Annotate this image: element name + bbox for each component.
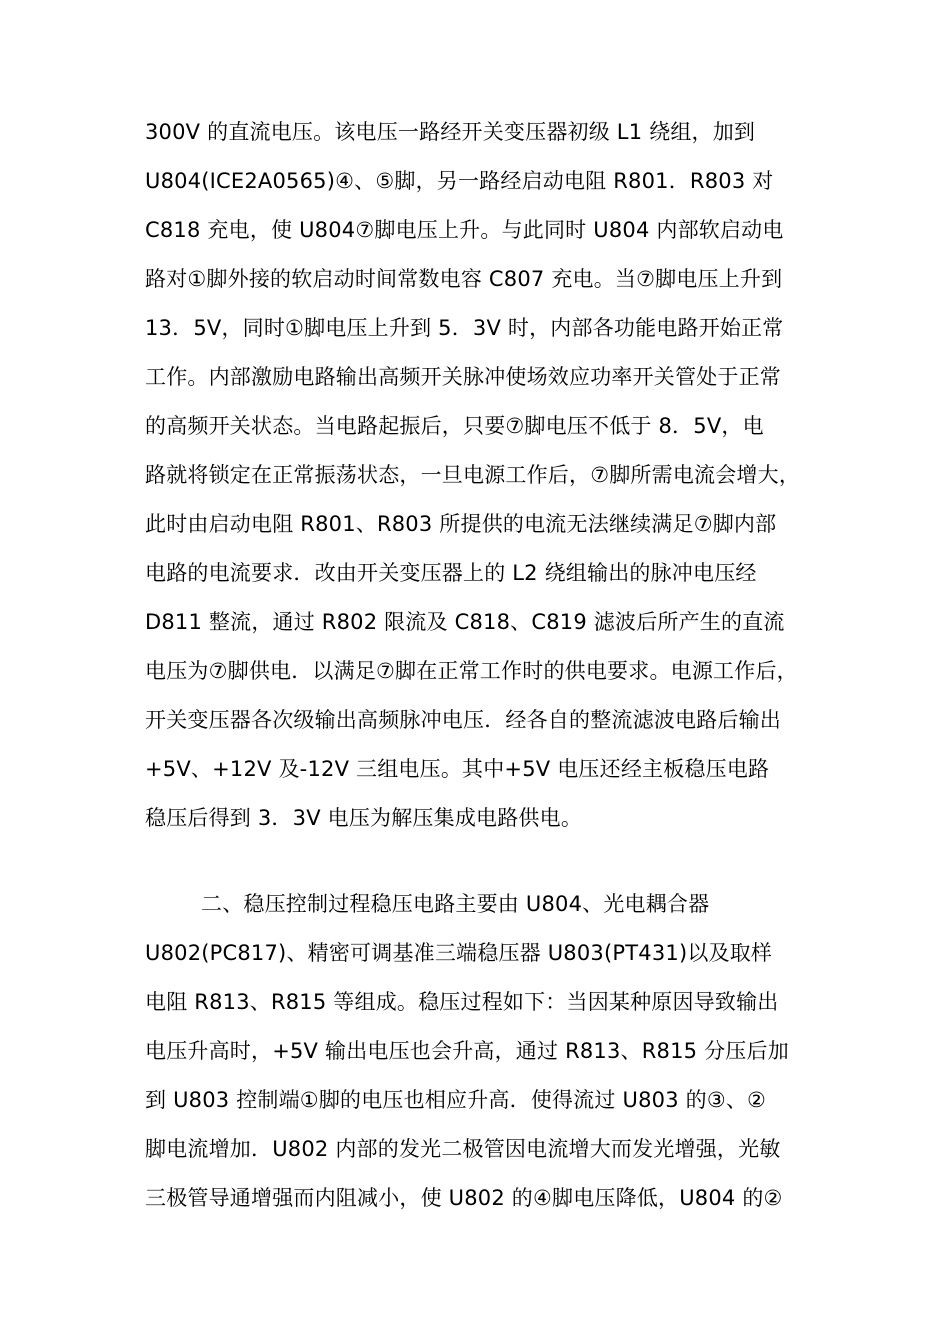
- text-line: +5V、+12V 及-12V 三组电压。其中+5V 电压还经主板稳压电路: [145, 757, 770, 781]
- text-line: U804(ICE2A0565)④、⑤脚，另一路经启动电阻 R801．R803 对: [145, 169, 774, 193]
- text-line: 电压为⑦脚供电．以满足⑦脚在正常工作时的供电要求。电源工作后，: [145, 659, 798, 683]
- text-line: 脚电流增加．U802 内部的发光二极管因电流增大而发光增强，光敏: [145, 1137, 781, 1161]
- text-line: 工作。内部激励电路输出高频开关脉冲使场效应功率开关管处于正常: [145, 365, 781, 389]
- text-line: 稳压后得到 3．3V 电压为解压集成电路供电。: [145, 806, 583, 830]
- text-line: 电阻 R813、R815 等组成。稳压过程如下：当因某种原因导致输出: [145, 990, 779, 1014]
- paragraph-regulation-control: [145, 880, 810, 1223]
- text-line: 三极管导通增强而内阻减小，使 U802 的④脚电压降低，U804 的②: [145, 1186, 783, 1210]
- section-heading-line: 二、稳压控制过程稳压电路主要由 U804、光电耦合器: [201, 892, 710, 916]
- text-line: 路就将锁定在正常振荡状态，一旦电源工作后，⑦脚所需电流会增大，: [145, 463, 801, 487]
- text-line: C818 充电，使 U804⑦脚电压上升。与此同时 U804 内部软启动电: [145, 218, 784, 242]
- paragraph-power-startup: [145, 108, 810, 843]
- text-line: 路对①脚外接的软启动时间常数电容 C807 充电。当⑦脚电压上升到: [145, 267, 783, 291]
- text-line: 13．5V，同时①脚电压上升到 5．3V 时，内部各功能电路开始正常: [145, 316, 784, 340]
- text-line: 开关变压器各次级输出高频脉冲电压．经各自的整流滤波电路后输出: [145, 708, 781, 732]
- text-line: 此时由启动电阻 R801、R803 所提供的电流无法继续满足⑦脚内部: [145, 512, 777, 536]
- text-line: 电压升高时，+5V 输出电压也会升高，通过 R813、R815 分压后加: [145, 1039, 789, 1063]
- text-line: U802(PC817)、精密可调基准三端稳压器 U803(PT431)以及取样: [145, 941, 773, 965]
- text-line: 电路的电流要求．改由开关变压器上的 L2 绕组输出的脉冲电压经: [145, 561, 757, 585]
- text-line: 的高频开关状态。当电路起振后，只要⑦脚电压不低于 8．5V，电: [145, 414, 764, 438]
- text-line: 到 U803 控制端①脚的电压也相应升高．使得流过 U803 的③、②: [145, 1088, 767, 1112]
- text-line: D811 整流，通过 R802 限流及 C818、C819 滤波后所产生的直流: [145, 610, 785, 634]
- text-line: 300V 的直流电压。该电压一路经开关变压器初级 L1 绕组，加到: [145, 120, 756, 144]
